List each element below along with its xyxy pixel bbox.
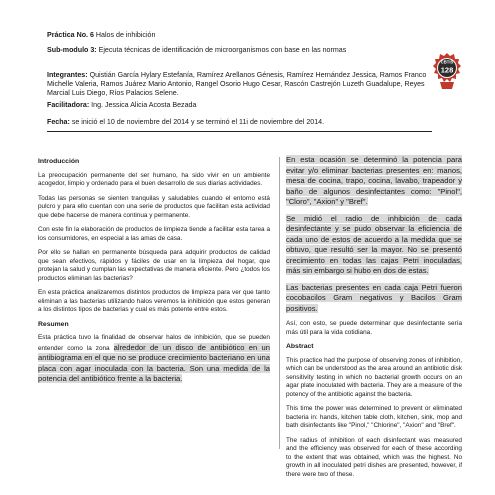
resumen-paragraph	[38, 334, 270, 385]
header-rule	[47, 131, 432, 132]
resumen-heading: Resumen	[38, 320, 69, 328]
practica-text: Halos de inhibición	[93, 31, 156, 39]
resumen-plain-text: Esta práctica tuvo la finalidad de observar halos de inhibición, que se pueden entender como la zona	[38, 334, 270, 352]
logo-number: 128	[440, 65, 454, 75]
facilitadora-line	[47, 101, 429, 110]
intro-paragraph-3: Con este fin la elaboración de productos de limpieza tiende a facilitar esta tarea a los consumidores, en especial a las amas de casa.	[38, 226, 270, 242]
column-divider	[279, 157, 280, 449]
right-column	[286, 155, 462, 485]
intro-paragraph-2: Todas las personas se sienten tranquilas y saludables cuando el entorno está pulcro y para ello cuentan con una serie de productos que facilitan esta actividad que debe hacerse de manera continua y permanente.	[38, 194, 270, 219]
practica-line	[47, 31, 429, 40]
highlight-text-3: Las bacterias presentes en cada caja Petri fueron cocobacilos Gram negativos y Bacilos Gram positivos.	[286, 282, 462, 313]
fecha-text: se inició el 10 de noviembre del 2014 y se terminó el 11i de noviembre del 2014.	[69, 118, 325, 126]
abstract-heading: Abstract	[286, 343, 314, 350]
abstract-paragraph-3: The radius of inhibition of each disinfectant was measured and the efficiency was observed for each of these according to the extent that was obtained, which was the highest. No growth in all inoculated petri dishes are presented, however, if there were two of these.	[286, 436, 462, 478]
submodulo-text: Ejecuta técnicas de identificación de microorganismos con base en las normas	[96, 46, 347, 54]
integrantes-line	[47, 71, 429, 98]
facilitadora-text: Ing. Jessica Alicia Acosta Bezada	[89, 101, 197, 109]
facilitadora-label: Facilitadora:	[47, 101, 90, 109]
fecha-label: Fecha:	[47, 118, 70, 126]
intro-paragraph-5: En esta práctica analizaremos distintos productos de limpieza para ver que tanto eliminan a las bacterias utilizando halos veremos la inhibición que estos generan a los distintos tipos de bacterias y cual es más potente entre estos.	[38, 289, 270, 313]
abstract-paragraph-2: This time the power was determined to prevent or eliminated bacteria in: hands, kitchen table cloth, kitchen, sink, mop and bath disinfectants like "Pinol," "Chlorine", "Axion" and "Bref".	[286, 405, 462, 429]
resumen-highlight-text: alrededor de un disco de antibiótico en un antibiograma en el que no se produce crecimiento bacteriano en una placa con agar inoculada con la bacteria. Son una medida de la potencia del antibiótico frente a la bacteria.	[38, 342, 270, 383]
intro-paragraph-1: La preocupación permanente del ser humano, ha sido vivir en un ambiente acogedor, limpio y ordenado para el buen desarrollo de sus diarias actividades.	[38, 171, 270, 187]
logo-top-text: CBTIS	[440, 59, 454, 65]
practica-label: Práctica No. 6	[47, 31, 94, 39]
abstract-paragraph-1: This practice had the purpose of observing zones of inhibition, which can be understood as the area around an antibiotic disk sensitivity testing in which no bacterial growth occurs on an agar plate inoculated with bacteria. They are a measure of the potency of the antibiotic against the bacteria.	[286, 356, 462, 398]
left-column	[38, 158, 270, 391]
resumen-cont-paragraph-3	[286, 283, 462, 315]
introduccion-heading: Introducción	[38, 158, 80, 165]
resumen-cont-paragraph-1	[286, 155, 462, 208]
intro-paragraph-4: Por ello se hallan en permanente búsqueda para adquirir productos de calidad que sean efectivos, rápidos y fáciles de usar en la limpieza del hogar, que protejan la salud y cumplan las expectativas de manera eficiente. Pero ¿todos los productos eliminan las bacterias?	[38, 249, 270, 282]
highlight-text-1: En esta ocasión se determinó la potencia para evitar y/o eliminar bacterias presentes en: manos, mesa de cocina, trapo, cocina, lavabo, trapeador y baño de algunos desinfectantes como: "Pinol", "Cloro", "Axion" y "Bref".	[286, 155, 462, 206]
integrantes-label: Integrantes:	[47, 71, 88, 79]
conclusion-paragraph: Así, con esto, se puede determinar que desinfectante sería más útil para la vida cotidiana.	[286, 320, 462, 336]
submodulo-label: Sub-modulo 3:	[47, 46, 97, 54]
highlight-text-2: Se midió el radio de inhibición de cada desinfectante y se pudo observar la eficiencia de cada uno de estos de acuerdo a la medida que se obtuvo, que resultó ser la mayor. No se presentó crecimiento en todas las cajas Petri inoculadas, más sin embargo si hubo en dos de estas.	[286, 213, 462, 275]
integrantes-text: Quistián García Hylary Estefanía, Ramírez Arellanos Génesis, Ramírez Hernández Jessica, Ramos Franco Michelle Valeria, Ramos Juárez Mario Antonio, Rangel Osorio Hugo Cesar, Rascón Castrejón Luzeth Guadalupe, Reyes Marcial Luis Diego, Ríos Palacios Selene.	[47, 71, 427, 97]
cbtis-logo	[432, 52, 462, 90]
resumen-cont-paragraph-2	[286, 214, 462, 277]
submodulo-line	[47, 46, 429, 55]
fecha-line	[47, 118, 429, 127]
